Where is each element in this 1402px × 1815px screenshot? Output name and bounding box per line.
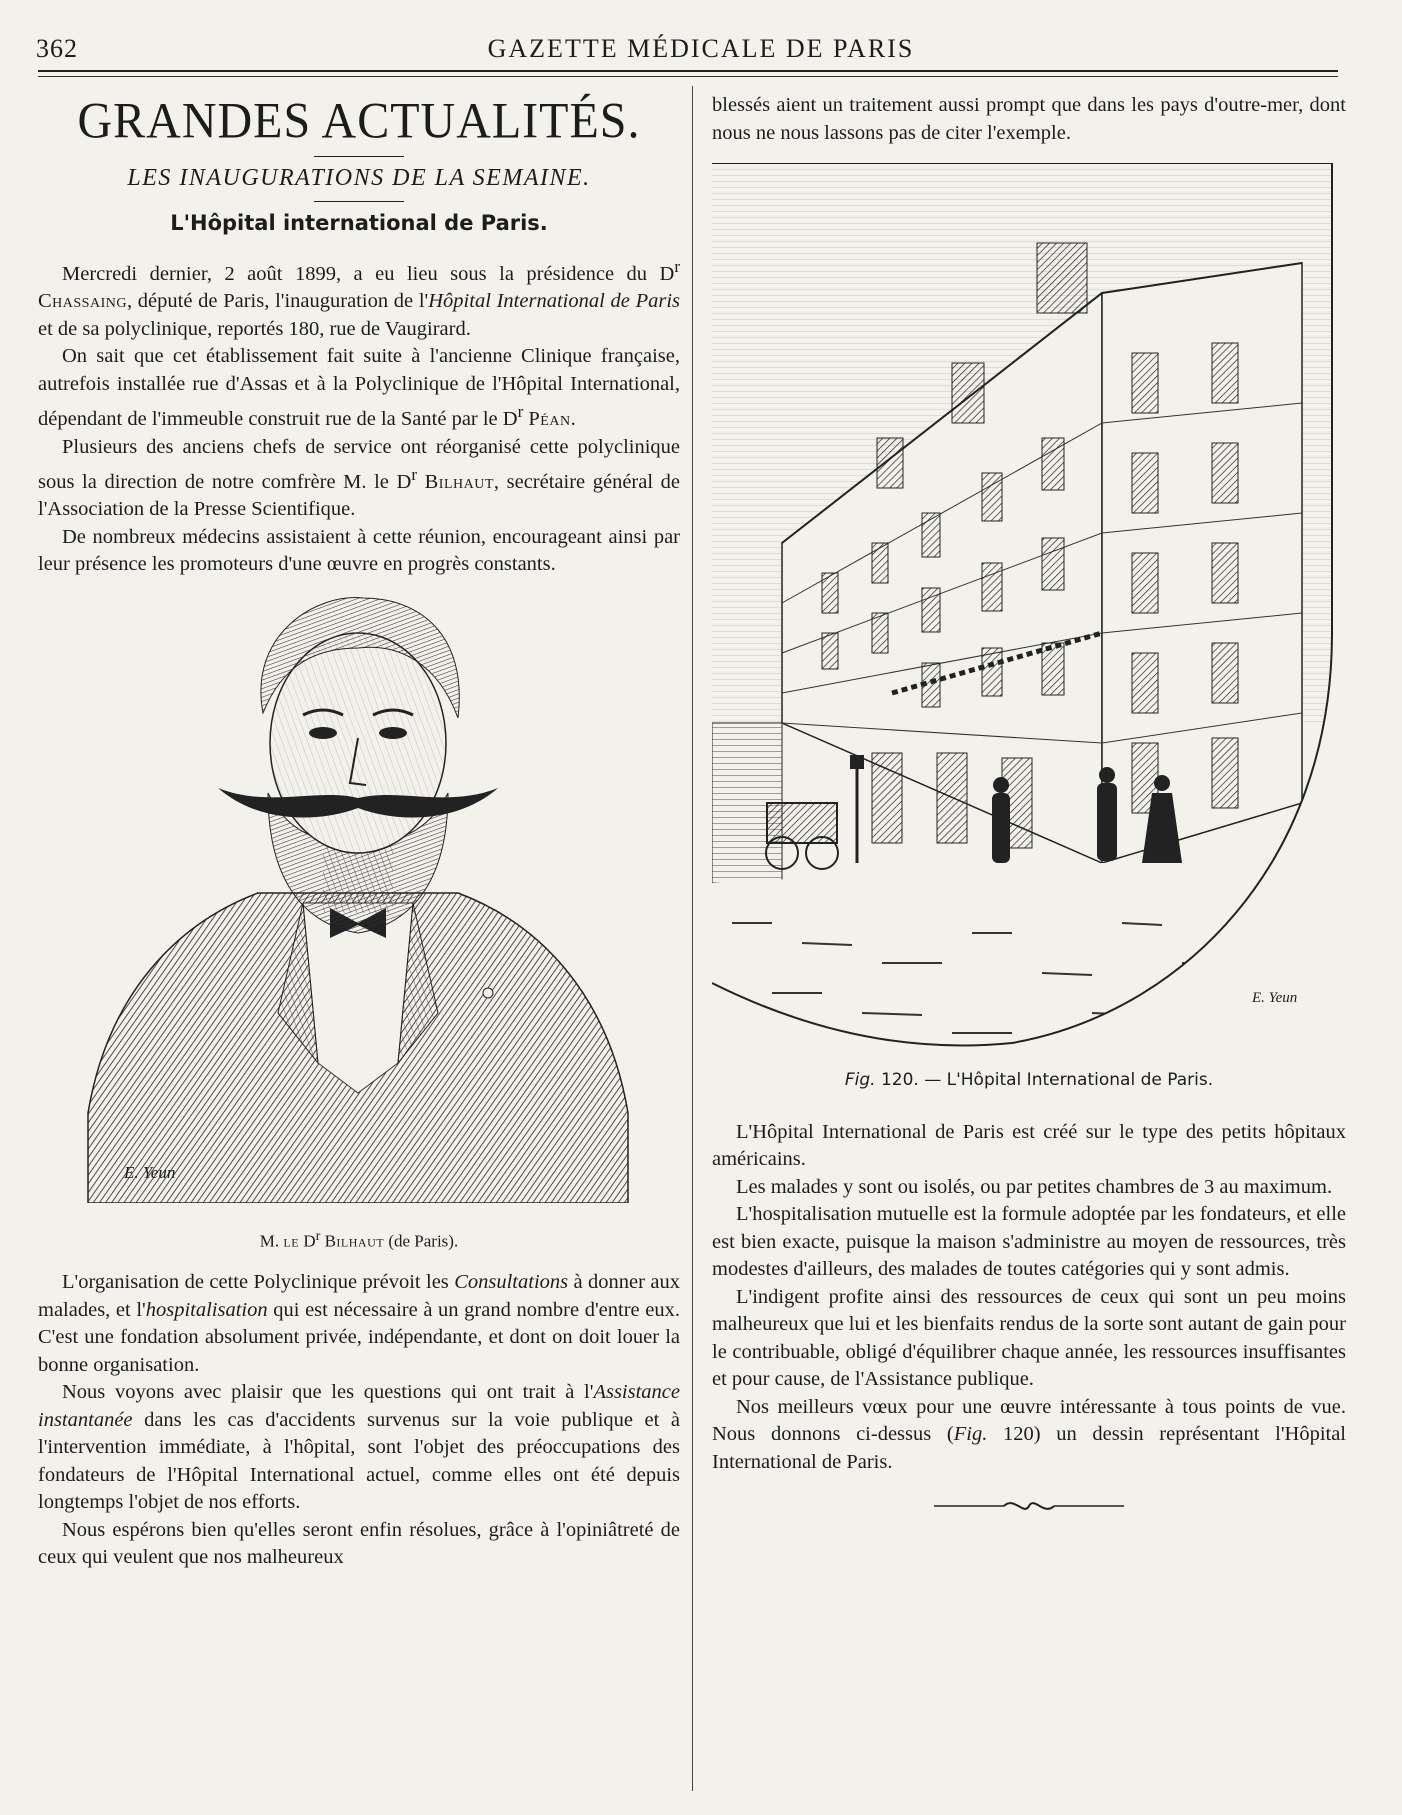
hospital-engraving [712,163,1346,1061]
paragraph: Les malades y sont ou isolés, ou par petites chambres de 3 au maximum. [736,1175,1333,1198]
section-title: GRANDES ACTUALITÉS. [77,93,641,150]
page-number: 362 [36,34,78,63]
figure-signature: E. Yeun [1252,990,1298,1006]
hospital-figure [712,163,1346,1061]
journal-title: GAZETTE MÉDICALE DE PARIS [487,34,915,63]
left-column [38,92,680,1572]
header-rule [38,70,1338,72]
paragraph: L'Hôpital International de Paris est créé sur le type des petits hôpitaux américains. [712,1120,1346,1170]
ornament-divider [712,1496,1346,1525]
portrait-signature: E. Yeun [124,1162,176,1182]
paragraph: L'indigent profite ainsi des ressources de ceux qui sont un peu moins malheureux que lui et les bienfaits rendus de la sorte sont autant de gain pour le contribuable, obligé d'équilibrer chaque année, les ressources insuffisantes et pour cause, de l'Assistance publique. [712,1285,1346,1390]
paragraph: L'organisation de cette Polyclinique prévoit les Consultations à donner aux malades, et l'hospitalisation qui est nécessaire à un grand nombre d'entre eux. C'est une fondation absolument privée, indépendante, et dont on doit louer la bonne organisation. [38,1271,680,1376]
header-rule-thin [38,76,1338,77]
article-title: L'Hôpital international de Paris. [170,210,548,235]
figure-caption: Fig. 120. — L'Hôpital International de Paris. [844,1070,1214,1090]
sub-title: LES INAUGURATIONS DE LA SEMAINE. [127,165,591,191]
portrait-engraving [68,593,648,1203]
paragraph: On sait que cet établissement fait suite à l'ancienne Clinique française, autrefois installée rue d'Assas et à la Polyclinique de l'Hôpital International, dépendant de l'immeuble construit rue de la Santé par le $D^r$ Péan. [38,345,680,431]
paragraph: Nous espérons bien qu'elles seront enfin résolues, grâce à l'opiniâtreté de ceux qui veulent que nos malheureux [38,1518,680,1569]
column-divider [692,86,693,1791]
portrait-caption: M. le $D^r$ Bilhaut (de Paris). [259,1227,459,1251]
paragraph: Mercredi dernier, 2 août 1899, a eu lieu sous la présidence du $D^r$ Chassaing, député de Paris, l'inauguration de l'Hôpital International de Paris et de sa polyclinique, reportés 180, rue de Vaugirard. [38,257,680,340]
paragraph: Nos meilleurs vœux pour une œuvre intéressante à tous points de vue. Nous donnons ci-dessus (Fig. 120) un dessin représentant l'Hôpital International de Paris. [712,1395,1347,1473]
paragraph: L'hospitalisation mutuelle est la formule adoptée par les fondateurs, et elle est bien exacte, puisque la maison s'administre au moyen de ressources, très modestes d'ailleurs, des malades de toutes catégories qui y sont admis. [712,1203,1346,1280]
portrait-illustration [38,593,680,1221]
right-column [712,92,1346,1525]
subtitle-rule [314,201,404,202]
paragraph: Plusieurs des anciens chefs de service ont réorganisé cette polyclinique sous la direction de notre comfrère M. le $D^r$ Bilhaut, secrétaire général de l'Association de la Presse Scientifique. [38,435,681,521]
paragraph: blessés aient un traitement aussi prompt que dans les pays d'outre-mer, dont nous ne nous lassons pas de citer l'exemple. [712,94,1346,144]
title-rule [314,156,404,157]
paragraph: De nombreux médecins assistaient à cette réunion, encourageant ainsi par leur présence les promoteurs d'une œuvre en progrès constants. [38,525,680,576]
paragraph: Nous voyons avec plaisir que les questions qui ont trait à l'Assistance instantanée dans les cas d'accidents survenus sur la voie publique et à l'intervention immédiate, à l'hôpital, sont l'objet des préoccupations des fondateurs de l'Hôpital International actuel, comme elles ont été depuis longtemps l'objet de nos efforts. [38,1381,680,1514]
ornament-icon [934,1496,1124,1516]
